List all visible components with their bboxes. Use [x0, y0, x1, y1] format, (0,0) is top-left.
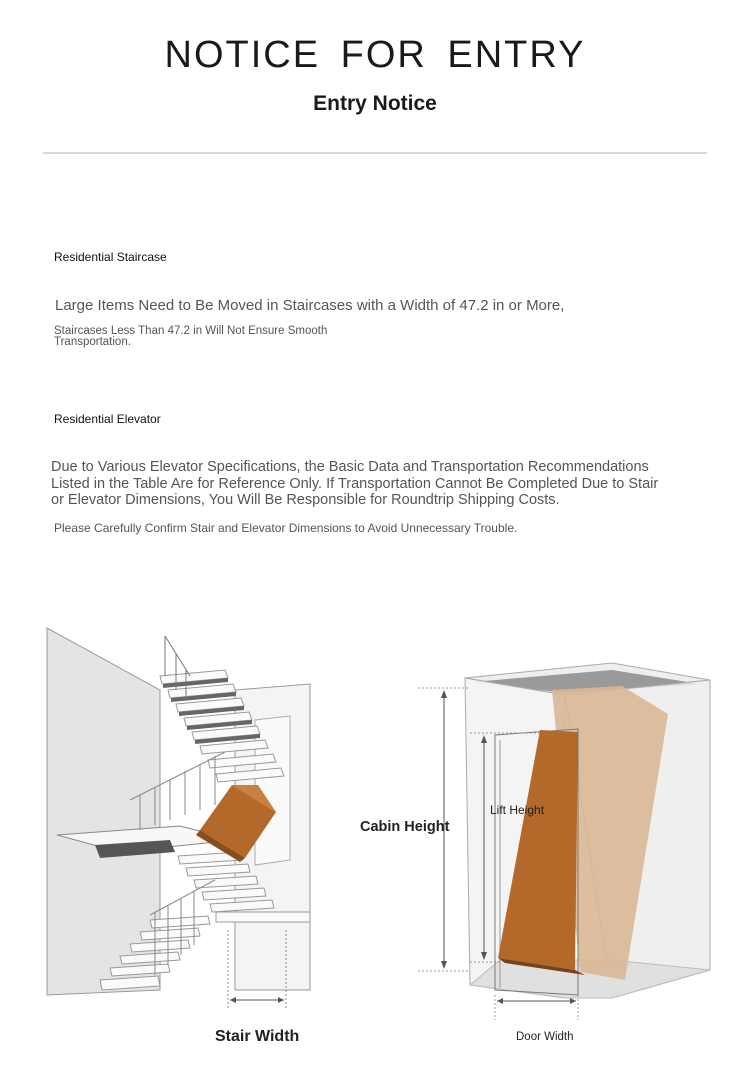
elevator-heading: Residential Elevator [54, 412, 161, 426]
elevator-main-line: Due to Various Elevator Specifications, the Basic Data and Transportation Recommendations [51, 459, 649, 475]
staircase-illustration [47, 628, 310, 1010]
cabin-height-label: Cabin Height [360, 819, 450, 835]
page-subtitle: Entry Notice [313, 92, 437, 115]
staircase-note-line: Staircases Less Than 47.2 in Will Not Ensure Smooth [54, 325, 328, 337]
elevator-note: Please Carefully Confirm Stair and Elevator Dimensions to Avoid Unnecessary Trouble. [54, 521, 518, 535]
elevator-main-line: Listed in the Table Are for Reference Only. If Transportation Cannot Be Completed Due to Stair [51, 475, 659, 492]
staircase-main-text: Large Items Need to Be Moved in Staircases with a Width of 47.2 in or More, [55, 297, 565, 314]
door-width-label: Door Width [516, 1031, 574, 1043]
elevator-main-line: or Elevator Dimensions, You Will Be Responsible for Roundtrip Shipping Costs. [51, 492, 560, 508]
lift-height-label: Lift Height [490, 803, 545, 817]
staircase-note-line: Transportation. [54, 336, 131, 348]
elevator-illustration [418, 663, 710, 1020]
page-title: NOTICE FOR ENTRY [164, 34, 586, 76]
stair-width-label: Stair Width [215, 1028, 300, 1045]
staircase-heading: Residential Staircase [54, 250, 167, 264]
